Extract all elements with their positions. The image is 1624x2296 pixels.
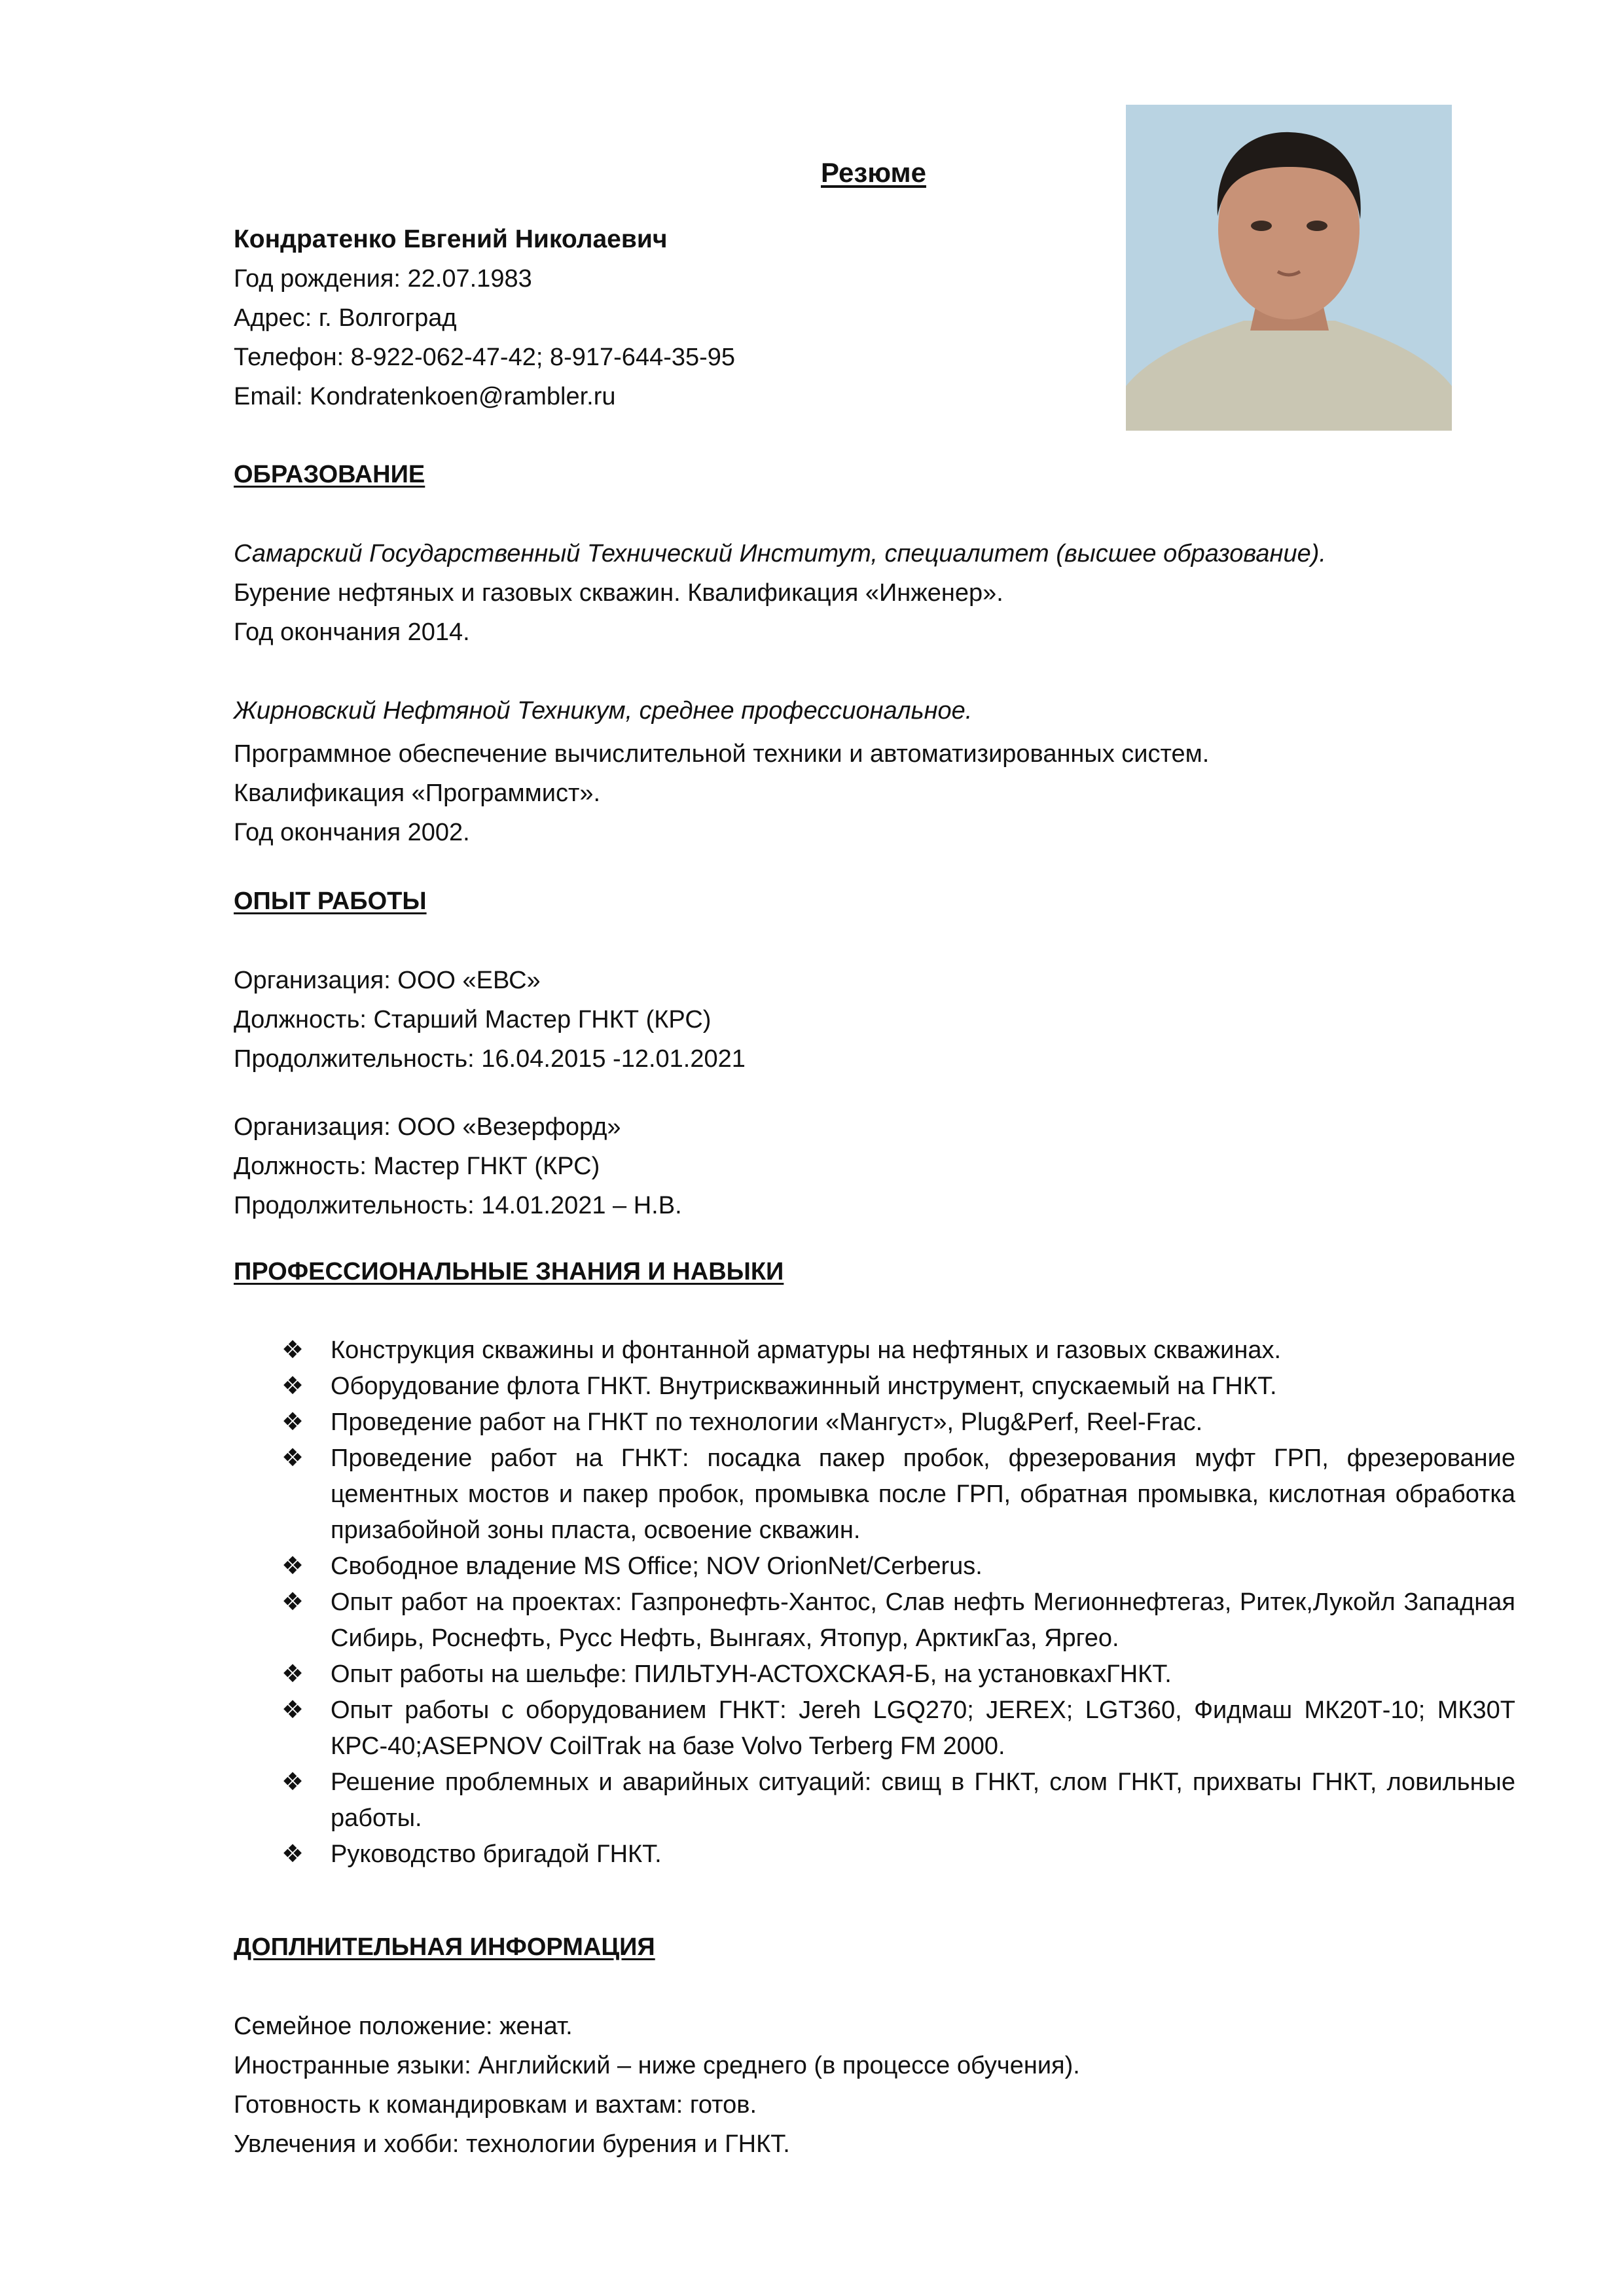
additional-line: Семейное положение: женат. [234,2013,573,2040]
diamond-bullet-icon: ❖ [281,1660,304,1688]
list-item [281,1369,1515,1405]
education-institution-2: Жирновский Нефтяной Техникум, среднее профессиональное. [234,697,973,725]
email: Email: Kondratenkoen@rambler.ru [234,383,616,410]
address: Адрес: г. Волгоград [234,304,457,332]
skill-text: Руководство бригадой ГНКТ. [331,1840,662,1868]
skill-text: Опыт работы на шельфе: ПИЛЬТУН-АСТОХСКАЯ-Б, на установкахГНКТ. [331,1660,1172,1688]
job-position: Должность: Мастер ГНКТ (КРС) [234,1153,600,1180]
page-title: Резюме [821,157,926,188]
list-item [281,1765,1515,1837]
diamond-bullet-icon: ❖ [281,1408,304,1436]
education-detail: Год окончания 2002. [234,819,470,846]
list-item [281,1585,1515,1657]
job-organization: Организация: ООО «Везерфорд» [234,1113,621,1141]
additional-heading: ДОПЛНИТЕЛЬНАЯ ИНФОРМАЦИЯ [234,1933,655,1961]
education-heading: ОБРАЗОВАНИЕ [234,461,425,488]
diamond-bullet-icon: ❖ [281,1336,304,1364]
skills-heading: ПРОФЕССИОНАЛЬНЫЕ ЗНАНИЯ И НАВЫКИ [234,1258,784,1285]
experience-heading: ОПЫТ РАБОТЫ [234,888,427,915]
job-position: Должность: Старший Мастер ГНКТ (КРС) [234,1006,712,1033]
skill-text: Решение проблемных и аварийных ситуаций: свищ в ГНКТ, слом ГНКТ, прихваты ГНКТ, ловильные работы. [331,1768,1515,1832]
diamond-bullet-icon: ❖ [281,1372,304,1400]
education-detail: Программное обеспечение вычислительной техники и автоматизированных систем. [234,740,1210,768]
skill-text: Проведение работ на ГНКТ по технологии «Мангуст», Plug&Perf, Reel-Frac. [331,1408,1203,1436]
diamond-bullet-icon: ❖ [281,1768,304,1796]
list-item [281,1657,1515,1693]
diamond-bullet-icon: ❖ [281,1588,304,1616]
diamond-bullet-icon: ❖ [281,1552,304,1580]
list-item [281,1693,1515,1765]
additional-line: Увлечения и хобби: технологии бурения и ГНКТ. [234,2130,790,2158]
skill-text: Оборудование флота ГНКТ. Внутрискважинный инструмент, спускаемый на ГНКТ. [331,1372,1277,1400]
additional-line: Готовность к командировкам и вахтам: готов. [234,2091,757,2119]
education-institution-1: Самарский Государственный Технический Институт, специалитет (высшее образование). [234,540,1326,567]
education-detail: Квалификация «Программист». [234,780,601,807]
additional-line: Иностранные языки: Английский – ниже среднего (в процессе обучения). [234,2052,1080,2079]
phone: Телефон: 8-922-062-47-42; 8-917-644-35-95 [234,344,736,371]
list-item [281,1837,1515,1873]
skills-list [281,1333,1515,1873]
job-organization: Организация: ООО «ЕВС» [234,967,541,994]
skill-text: Свободное владение MS Office; NOV OrionNet/Cerberus. [331,1552,983,1580]
job-duration: Продолжительность: 14.01.2021 – Н.В. [234,1192,682,1219]
diamond-bullet-icon: ❖ [281,1444,304,1472]
skill-text: Опыт работ на проектах: Газпронефть-Хантос, Слав нефть Мегионнефтегаз, Ритек,Лукойл Западная Сибирь, Роснефть, Русс Нефть, Вынгаях, Ятопур, АрктикГаз, Яргео. [331,1588,1515,1652]
education-detail: Год окончания 2014. [234,619,470,646]
list-item [281,1441,1515,1549]
list-item [281,1405,1515,1441]
diamond-bullet-icon: ❖ [281,1696,304,1724]
birth-date: Год рождения: 22.07.1983 [234,265,532,293]
list-item [281,1333,1515,1369]
job-duration: Продолжительность: 16.04.2015 -12.01.2021 [234,1045,746,1073]
skill-text: Проведение работ на ГНКТ: посадка пакер пробок, фрезерования муфт ГРП, фрезерование цементных мостов и пакер пробок, промывка после ГРП, обратная промывка, кислотная обработка призабойной зоны пласта, освоение скважин. [331,1444,1515,1544]
education-detail: Бурение нефтяных и газовых скважин. Квалификация «Инженер». [234,579,1003,607]
person-name: Кондратенко Евгений Николаевич [234,225,668,253]
profile-photo [1126,105,1452,431]
diamond-bullet-icon: ❖ [281,1840,304,1868]
list-item [281,1549,1515,1585]
skill-text: Конструкция скважины и фонтанной арматуры на нефтяных и газовых скважинах. [331,1336,1282,1364]
skill-text: Опыт работы с оборудованием ГНКТ: Jereh LGQ270; JEREX; LGT360, Фидмаш МК20Т-10; МК30Т КРС-40;ASEPNOV CoilTrak на базе Volvo Terberg FM 2000. [331,1696,1515,1760]
portrait-image [1126,105,1452,431]
